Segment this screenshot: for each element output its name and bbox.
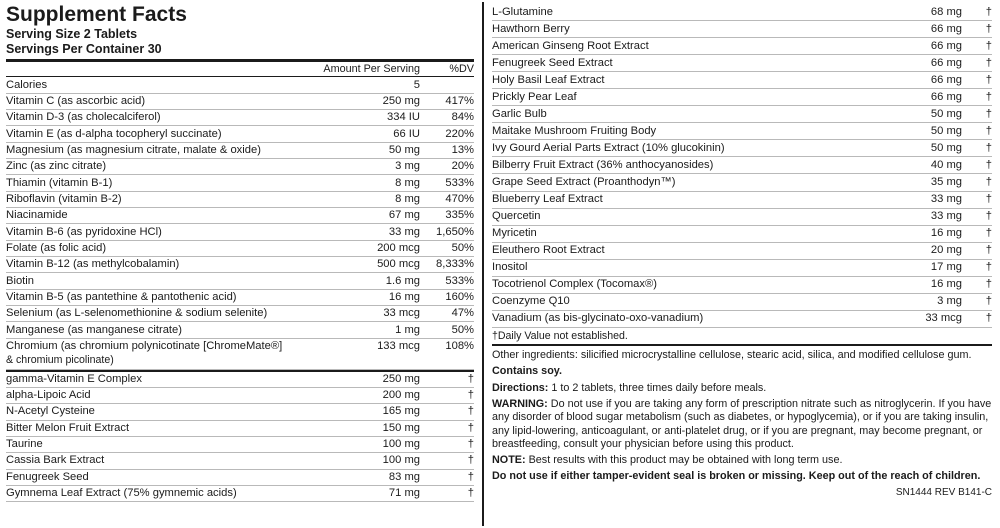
nutrient-dv: † [420, 436, 474, 452]
nutrient-name: Vanadium (as bis-glycinato-oxo-vanadium) [492, 310, 870, 327]
contains-statement: Contains soy. [492, 365, 562, 378]
table-row [6, 289, 474, 305]
seal-warning: Do not use if either tamper-evident seal is broken or missing. Keep out of the reach of children. [492, 469, 981, 482]
nutrient-name: Niacinamide [6, 208, 323, 224]
nutrient-dv: † [962, 293, 992, 310]
table-row [492, 123, 992, 140]
blank-dv [420, 354, 474, 369]
table-row [6, 224, 474, 240]
servings-per-container: Servings Per Container 30 [6, 41, 162, 56]
nutrient-dv: † [420, 485, 474, 501]
nutrient-name: Hawthorn Berry [492, 21, 870, 38]
nutrient-name: Quercetin [492, 208, 870, 225]
nutrient-amount: 150 mg [332, 420, 420, 436]
table-row [492, 106, 992, 123]
nutrient-dv: † [420, 404, 474, 420]
table-row-continuation [6, 354, 474, 369]
table-row [6, 387, 474, 403]
table-row [492, 21, 992, 38]
nutrient-name: Magnesium (as magnesium citrate, malate & oxide) [6, 142, 323, 158]
nutrient-dv: 533% [420, 175, 474, 191]
table-row [6, 93, 474, 109]
table-row [492, 293, 992, 310]
warning-line [492, 398, 992, 452]
nutrient-amount: 8 mg [323, 191, 420, 207]
panel-title: Supplement Facts [6, 3, 187, 26]
table-row [492, 276, 992, 293]
botanical-blend-table-continued [492, 4, 992, 328]
nutrient-dv: 220% [420, 126, 474, 142]
table-row [492, 225, 992, 242]
nutrient-name: Bitter Melon Fruit Extract [6, 420, 332, 436]
nutrient-name: Tocotrienol Complex (Tocomax®) [492, 276, 870, 293]
serving-size: Serving Size 2 Tablets [6, 27, 138, 42]
nutrient-dv: † [962, 310, 992, 327]
nutrient-dv: † [962, 140, 992, 157]
table-row [6, 126, 474, 142]
nutrient-name: Folate (as folic acid) [6, 240, 323, 256]
nutrient-amount: 33 mg [870, 208, 962, 225]
nutrient-name: Thiamin (vitamin B-1) [6, 175, 323, 191]
nutrient-dv: † [962, 208, 992, 225]
nutrient-dv: † [962, 242, 992, 259]
nutrient-name: Inositol [492, 259, 870, 276]
nutrient-amount: 50 mg [870, 123, 962, 140]
table-row [6, 453, 474, 469]
nutrient-name: Selenium (as L-selenomethionine & sodium selenite) [6, 306, 323, 322]
note-line [492, 454, 992, 468]
directions-text: 1 to 2 tablets, three times daily before meals. [551, 382, 767, 395]
nutrient-dv: 84% [420, 110, 474, 126]
nutrient-amount: 100 mg [332, 436, 420, 452]
directions-line [492, 382, 992, 396]
nutrient-name: Riboflavin (vitamin B-2) [6, 191, 323, 207]
nutrient-amount: 200 mcg [323, 240, 420, 256]
nutrient-amount: 3 mg [323, 159, 420, 175]
nutrient-name: Vitamin D-3 (as cholecalciferol) [6, 110, 323, 126]
table-row [492, 55, 992, 72]
nutrient-name: Cassia Bark Extract [6, 453, 332, 469]
table-row [492, 38, 992, 55]
nutrient-dv: 50% [420, 322, 474, 338]
column-divider [482, 2, 484, 526]
nutrient-name: alpha-Lipoic Acid [6, 387, 332, 403]
nutrient-name: Zinc (as zinc citrate) [6, 159, 323, 175]
nutrients-table [6, 62, 474, 370]
nutrient-name: Holy Basil Leaf Extract [492, 72, 870, 89]
nutrient-amount: 66 mg [870, 55, 962, 72]
nutrient-amount: 71 mg [332, 485, 420, 501]
nutrient-amount: 66 mg [870, 38, 962, 55]
nutrient-name: Vitamin E (as d-alpha tocopheryl succinate) [6, 126, 323, 142]
nutrient-amount: 33 mg [870, 191, 962, 208]
table-row [492, 174, 992, 191]
nutrient-name: American Ginseng Root Extract [492, 38, 870, 55]
nutrient-dv: † [962, 38, 992, 55]
nutrient-dv: † [420, 420, 474, 436]
nutrient-amount: 334 IU [323, 110, 420, 126]
nutrient-amount: 50 mg [870, 106, 962, 123]
nutrient-name: Ivy Gourd Aerial Parts Extract (10% glucokinin) [492, 140, 870, 157]
nutrient-name: Coenzyme Q10 [492, 293, 870, 310]
nutrient-amount: 67 mg [323, 208, 420, 224]
nutrient-name: Eleuthero Root Extract [492, 242, 870, 259]
nutrient-amount: 5 [323, 77, 420, 93]
ingredients-continued-panel [492, 0, 1000, 528]
nutrient-dv: 160% [420, 289, 474, 305]
nutrient-name: Calories [6, 77, 323, 93]
nutrient-name: L-Glutamine [492, 4, 870, 21]
nutrient-name: N-Acetyl Cysteine [6, 404, 332, 420]
nutrient-dv: † [962, 72, 992, 89]
nutrient-dv: 1,650% [420, 224, 474, 240]
nutrient-dv: † [420, 453, 474, 469]
nutrient-name: Biotin [6, 273, 323, 289]
nutrient-name: Myricetin [492, 225, 870, 242]
table-row [492, 242, 992, 259]
nutrient-dv: † [962, 259, 992, 276]
nutrient-name: Maitake Mushroom Fruiting Body [492, 123, 870, 140]
nutrient-name: Grape Seed Extract (Proanthodyn™) [492, 174, 870, 191]
botanical-blend-table [6, 372, 474, 503]
warning-label: WARNING: [492, 397, 548, 410]
nutrient-name: Bilberry Fruit Extract (36% anthocyanosides) [492, 157, 870, 174]
nutrient-amount: 133 mcg [377, 339, 420, 352]
nutrient-name: Fenugreek Seed [6, 469, 332, 485]
panel-bottom-rule [492, 344, 992, 346]
nutrient-name: Taurine [6, 436, 332, 452]
nutrient-dv: 417% [420, 93, 474, 109]
nutrient-amount: 500 mcg [323, 257, 420, 273]
table-row [6, 142, 474, 158]
nutrient-name: Blueberry Leaf Extract [492, 191, 870, 208]
nutrient-name: Vitamin B-6 (as pyridoxine HCl) [6, 224, 323, 240]
table-row [6, 110, 474, 126]
table-row [492, 191, 992, 208]
nutrient-dv: † [962, 55, 992, 72]
header-blank [6, 62, 323, 77]
nutrient-amount: 33 mg [323, 224, 420, 240]
table-row [492, 4, 992, 21]
table-row [6, 404, 474, 420]
nutrient-dv: 335% [420, 208, 474, 224]
table-row [492, 259, 992, 276]
nutrient-amount: 16 mg [870, 276, 962, 293]
nutrient-amount: 8 mg [323, 175, 420, 191]
nutrient-name: Vitamin B-12 (as methylcobalamin) [6, 257, 323, 273]
table-row [6, 273, 474, 289]
nutrient-amount: 250 mg [323, 93, 420, 109]
nutrient-amount: 16 mg [870, 225, 962, 242]
other-ingredients: Other ingredients: silicified microcrystalline cellulose, stearic acid, silica, and modified cellulose gum. [492, 348, 972, 361]
nutrient-dv [420, 77, 474, 93]
nutrient-amount: 68 mg [870, 4, 962, 21]
table-row [6, 338, 474, 354]
nutrient-dv: 8,333% [420, 257, 474, 273]
nutrient-dv: 108% [445, 339, 474, 352]
nutrient-amount: 35 mg [870, 174, 962, 191]
nutrient-amount: 33 mcg [323, 306, 420, 322]
directions-label: Directions: [492, 382, 549, 395]
header-dv: %DV [420, 62, 474, 77]
chromium-subtext: & chromium picolinate) [6, 354, 323, 369]
nutrient-dv: † [420, 372, 474, 388]
nutrient-amount: 66 mg [870, 21, 962, 38]
table-row [6, 322, 474, 338]
table-header-row [6, 62, 474, 77]
nutrient-amount: 66 IU [323, 126, 420, 142]
nutrient-dv: † [962, 4, 992, 21]
nutrient-dv: 50% [420, 240, 474, 256]
nutrient-dv: † [962, 106, 992, 123]
nutrient-name: Garlic Bulb [492, 106, 870, 123]
supplement-facts-panel [0, 0, 480, 528]
nutrient-amount: 40 mg [870, 157, 962, 174]
nutrient-amount: 66 mg [870, 89, 962, 106]
table-row [6, 436, 474, 452]
blank-amount [323, 354, 420, 369]
table-row [6, 306, 474, 322]
nutrient-amount: 20 mg [870, 242, 962, 259]
table-row [492, 72, 992, 89]
note-text: Best results with this product may be obtained with long term use. [528, 454, 843, 467]
nutrient-name: Fenugreek Seed Extract [492, 55, 870, 72]
table-row [6, 191, 474, 207]
nutrient-name: Chromium (as chromium polynicotinate [ChromeMate®] [6, 339, 283, 352]
nutrient-amount: 100 mg [332, 453, 420, 469]
product-code: SN1444 REV B141-C [895, 487, 992, 499]
nutrient-amount: 1.6 mg [323, 273, 420, 289]
nutrient-dv: 47% [420, 306, 474, 322]
nutrient-dv: 13% [420, 142, 474, 158]
nutrient-name: Manganese (as manganese citrate) [6, 322, 323, 338]
table-row [6, 77, 474, 93]
nutrient-dv: † [962, 123, 992, 140]
nutrient-name: gamma-Vitamin E Complex [6, 372, 332, 388]
table-row [6, 208, 474, 224]
nutrient-dv: 533% [420, 273, 474, 289]
nutrient-dv: † [962, 191, 992, 208]
nutrient-dv: † [962, 276, 992, 293]
table-row [6, 372, 474, 388]
nutrient-amount: 250 mg [332, 372, 420, 388]
nutrient-name: Gymnema Leaf Extract (75% gymnemic acids) [6, 485, 332, 501]
table-row [6, 240, 474, 256]
warning-text: Do not use if you are taking any form of prescription nitrate such as nitroglycerin. If you have any disorder of blood sugar metabolism (such as diabetes, or hypoglycemia), or if you are taking insulin, any lipid-lowering, anticoagulant, or anti-platelet drug, or if you are pregnant, may become pregnant, or breastfeeding, consult your physician before using this product. [492, 397, 992, 451]
nutrient-dv: † [962, 157, 992, 174]
note-label: NOTE: [492, 454, 526, 467]
nutrient-name: Prickly Pear Leaf [492, 89, 870, 106]
table-row [6, 159, 474, 175]
nutrient-dv: † [962, 174, 992, 191]
nutrient-amount: 50 mg [870, 140, 962, 157]
nutrient-amount: 50 mg [323, 142, 420, 158]
nutrient-dv: † [962, 21, 992, 38]
daily-value-footnote: †Daily Value not established. [492, 329, 628, 342]
nutrient-amount: 1 mg [323, 322, 420, 338]
header-amount: Amount Per Serving [323, 62, 420, 77]
nutrient-amount: 165 mg [332, 404, 420, 420]
nutrient-dv: 470% [420, 191, 474, 207]
table-row [6, 469, 474, 485]
nutrient-amount: 33 mcg [870, 310, 962, 327]
nutrient-name: Vitamin C (as ascorbic acid) [6, 93, 323, 109]
nutrient-amount: 3 mg [870, 293, 962, 310]
table-row [6, 175, 474, 191]
table-row [492, 157, 992, 174]
nutrient-amount: 200 mg [332, 387, 420, 403]
table-row [6, 257, 474, 273]
table-row [492, 140, 992, 157]
table-row [492, 208, 992, 225]
nutrient-amount: 17 mg [870, 259, 962, 276]
nutrient-amount: 66 mg [870, 72, 962, 89]
table-row [492, 310, 992, 327]
table-row [6, 485, 474, 501]
table-row [492, 89, 992, 106]
nutrient-dv: † [962, 225, 992, 242]
nutrient-amount: 83 mg [332, 469, 420, 485]
nutrient-amount: 16 mg [323, 289, 420, 305]
nutrient-dv: † [962, 89, 992, 106]
nutrient-dv: † [420, 387, 474, 403]
table-row [6, 420, 474, 436]
nutrient-name: Vitamin B-5 (as pantethine & pantothenic acid) [6, 289, 323, 305]
nutrient-dv: 20% [420, 159, 474, 175]
nutrient-dv: † [420, 469, 474, 485]
